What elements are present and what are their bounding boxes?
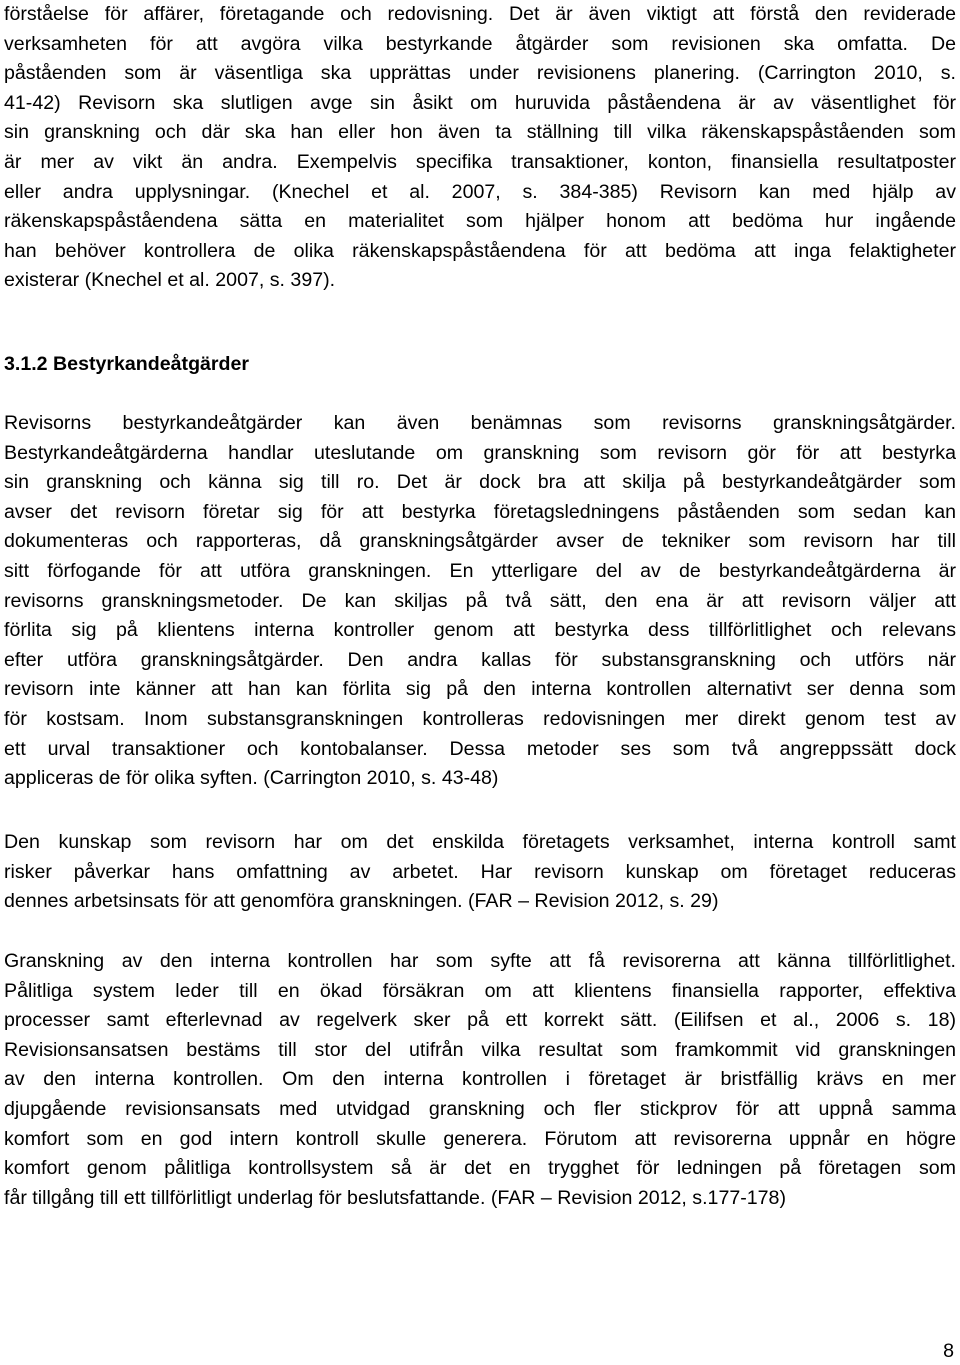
section-heading: 3.1.2 Bestyrkandeåtgärder xyxy=(4,353,250,375)
paragraph-line: processer samt efterlevnad av regelverk sker på ett korrekt sätt. (Eilifsen et al., 2006 s. 18) xyxy=(4,1009,956,1032)
page-number: 8 xyxy=(943,1340,954,1362)
paragraph-line: 41-42) Revisorn ska slutligen avge sin åsikt om huruvida påståendena är av väsentlighet för xyxy=(4,91,956,114)
paragraph-line: existerar (Knechel et al. 2007, s. 397). xyxy=(4,269,336,292)
paragraph-line: han behöver kontrollera de olika räkenskapspåståendena för att bedöma att inga felaktigheter xyxy=(4,239,956,262)
paragraph-intern-kontroll xyxy=(4,947,956,1213)
paragraph-line: påståenden som är väsentliga ska upprättas under revisionens planering. (Carrington 2010, s. xyxy=(4,62,956,85)
paragraph-line: räkenskapspåståendena sätta en materialitet som hjälper honom att bedöma hur ingående xyxy=(4,210,956,233)
paragraph-kunskap xyxy=(4,828,956,917)
paragraph-line: dennes arbetsinsats för att genomföra granskningen. (FAR – Revision 2012, s. 29) xyxy=(4,890,719,913)
paragraph-line: revisorns granskningsmetoder. De kan skiljas på två sätt, den ena är att revisorn väljer att xyxy=(4,589,956,612)
paragraph-line: avser det revisorn företar sig för att bestyrka företagsledningens påståenden som sedan kan xyxy=(4,500,956,523)
paragraph-line: sitt förfogande för att utföra granskningen. En ytterligare del av de bestyrkandeåtgärderna är xyxy=(4,559,956,582)
paragraph-line: Revisorns bestyrkandeåtgärder kan även benämnas som revisorns granskningsåtgärder. xyxy=(4,412,956,434)
paragraph-line: eller andra upplysningar. (Knechel et al. 2007, s. 384-385) Revisorn kan med hjälp av xyxy=(4,180,956,203)
paragraph-line: Pålitliga system leder till en ökad försäkran om att klientens finansiella rapporter, effektiva xyxy=(4,979,956,1002)
paragraph-line: ett urval transaktioner och kontobalanser. Dessa metoder ses som två angreppssätt dock xyxy=(4,737,956,760)
paragraph-line: komfort genom pålitliga kontrollsystem så är det en trygghet för ledningen på företagen som xyxy=(4,1157,956,1180)
paragraph-line: av den interna kontrollen. Om den interna kontrollen i företaget är bristfällig krävs en mer xyxy=(4,1068,956,1091)
paragraph-line: verksamheten för att avgöra vilka bestyrkande åtgärder som revisionen ska omfatta. De xyxy=(4,32,956,55)
paragraph-line: får tillgång till ett tillförlitligt underlag för beslutsfattande. (FAR – Revision 2012, s.177-178) xyxy=(4,1186,786,1209)
paragraph-line: risker påverkar hans omfattning av arbetet. Har revisorn kunskap om företaget reduceras xyxy=(4,860,956,883)
paragraph-bestyrkande xyxy=(4,409,956,794)
paragraph-line: dokumenteras och rapporteras, då granskningsåtgärder avser de tekniker som revisorn har till xyxy=(4,530,956,553)
paragraph-line: efter utföra granskningsåtgärder. Den andra kallas för substansgranskning och utförs när xyxy=(4,648,956,671)
paragraph-line: Revisionsansatsen bestäms till stor del utifrån vilka resultat som framkommit vid granskningen xyxy=(4,1038,956,1061)
paragraph-line: Granskning av den interna kontrollen har som syfte att få revisorerna att känna tillförlitlighet. xyxy=(4,950,956,972)
paragraph-line: för kostsam. Inom substansgranskningen kontrolleras redovisningen mer direkt genom test av xyxy=(4,707,956,730)
paragraph-line: komfort som en god intern kontroll skulle generera. Förutom att revisorerna uppnår en högre xyxy=(4,1127,956,1150)
paragraph-line: sin granskning och där ska han eller hon även ta ställning till vilka räkenskapspåståenden som xyxy=(4,121,956,144)
paragraph-intro xyxy=(4,0,956,296)
paragraph-line: är mer av vikt än andra. Exempelvis specifika transaktioner, konton, finansiella resultatposter xyxy=(4,150,956,173)
paragraph-line: revisorn inte känner att han kan förlita sig på den interna kontrollen alternativt ser denna som xyxy=(4,678,956,701)
paragraph-line: Den kunskap som revisorn har om det enskilda företagets verksamhet, interna kontroll samt xyxy=(4,831,956,853)
paragraph-line: förståelse för affärer, företagande och redovisning. Det är även viktigt att förstå den reviderade xyxy=(4,3,956,25)
paragraph-line: appliceras de för olika syften. (Carrington 2010, s. 43-48) xyxy=(4,767,499,790)
paragraph-line: sin granskning och känna sig till ro. Det är dock bra att skilja på bestyrkandeåtgärder som xyxy=(4,471,956,494)
paragraph-line: förlita sig på klientens interna kontroller genom att bestyrka dess tillförlitlighet och relevans xyxy=(4,619,956,642)
paragraph-line: djupgående revisionsansats med utvidgad granskning och fler stickprov för att uppnå samma xyxy=(4,1097,956,1120)
paragraph-line: Bestyrkandeåtgärderna handlar uteslutande om granskning som revisorn gör för att bestyrka xyxy=(4,441,956,464)
